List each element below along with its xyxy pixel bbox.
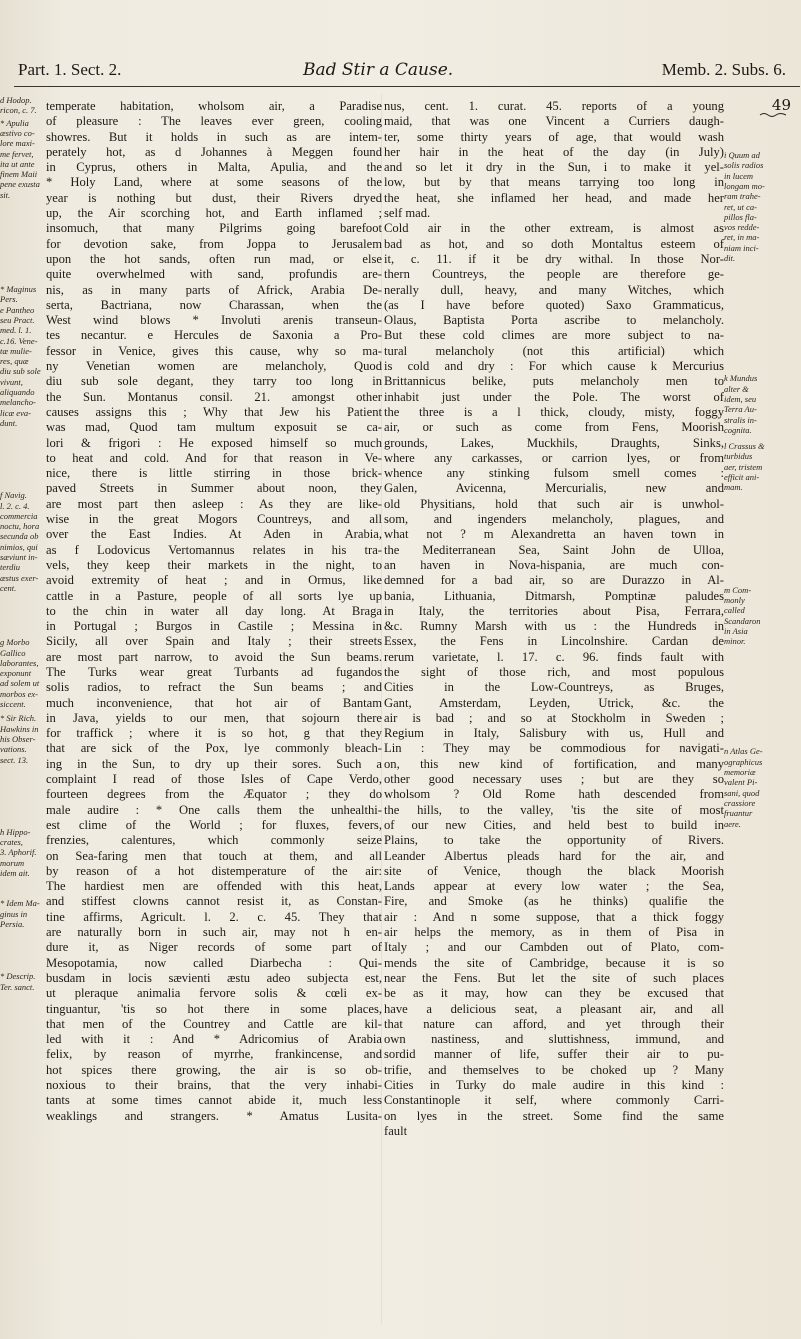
part-section-label: Part. 1. Sect. 2. — [18, 60, 122, 79]
margin-note-line: ita ut ante — [0, 158, 35, 169]
text-line: fault — [384, 1123, 408, 1138]
text-line: Galen, Avicenna, Mercurialis, new and — [384, 481, 724, 496]
margin-note-line: minor. — [724, 636, 746, 647]
text-line: the sight of those rich, and most populous — [384, 664, 724, 679]
text-line: * Holy Land, where at some seasons of the — [46, 175, 382, 190]
text-line: in Italy, the territories about Pisa, Ferrara, — [384, 603, 724, 618]
right-text-column — [384, 99, 724, 1139]
margin-note-line: l Crassus & — [724, 441, 765, 452]
text-line: solis radios, to refract the Sun beams ; and — [46, 680, 382, 695]
text-line: male audire : * One calls them the unhealthi- — [46, 802, 382, 817]
text-line: cattle in a Pasture, people of all sorts lye up — [46, 588, 382, 603]
text-line: est clime of the World ; for fluxes, fevers, — [46, 817, 382, 832]
margin-note-line: secunda ob — [0, 531, 39, 542]
margin-note-line: Ter. sanct. — [0, 981, 35, 992]
text-line: whence any stinking fulsom smell comes : — [384, 466, 724, 481]
text-line: be as it may, how can they be excused that — [384, 986, 724, 1001]
margin-note-line: alter & — [724, 383, 749, 394]
text-line: that nature can afford, and yet through their — [384, 1016, 724, 1031]
text-line: ut pleraque animalia fervore solis & cœli ex- — [46, 986, 382, 1001]
text-line: showres. But it holds in such as are intem- — [46, 129, 382, 144]
margin-note-line: ret, in ma- — [724, 232, 760, 243]
margin-note-line: e Pantheo — [0, 304, 35, 315]
text-line: Fire, and Smoke (as he thinks) qualifie the — [384, 894, 724, 909]
margin-note-line: morum — [0, 857, 25, 868]
margin-note-line: Terra Au- — [724, 404, 757, 415]
text-line: nerally dull, heavy, and many Witches, which — [384, 282, 724, 297]
margin-note-line: 3. Aphorif. — [0, 847, 37, 858]
text-line: complaint I read of those Isles of Cape Verdo, — [46, 772, 382, 787]
text-line: paved Streets in Summer about noon, they — [46, 481, 382, 496]
running-header — [18, 60, 798, 86]
margin-note-line: ographicus — [724, 756, 763, 767]
text-line: what not ? m Alexandretta an haven town in — [384, 527, 724, 542]
text-line: Leander Albertus pleads hard for the air, and — [384, 848, 724, 863]
margin-note-line: aere. — [724, 818, 741, 829]
margin-note-line: vivunt, — [0, 376, 23, 387]
margin-note-line: n Atlas Ge- — [724, 746, 763, 757]
margin-note-line: sæviunt in- — [0, 552, 38, 562]
margin-note-line: turbidus — [724, 451, 753, 462]
text-line: was mad, Quod tam multum exposuit se ca- — [46, 420, 382, 435]
margin-note-line: called — [724, 605, 745, 616]
text-line: Lands appear at every low water ; the Sea, — [384, 879, 724, 894]
text-line: of pleasure : The leaves ever green, cooling — [46, 114, 382, 129]
text-line: is cold and dry : For which cause k Mercurius — [384, 359, 724, 374]
text-line: that men of the Countrey and Cattle are kil- — [46, 1016, 382, 1031]
text-line: to heat and cold. And for that reason in Ve- — [46, 450, 382, 465]
margin-note-line: sani, quod — [724, 787, 760, 798]
margin-note-line: crates, — [0, 837, 23, 848]
text-line: for devotion sake, from Joppa to Jerusalem — [46, 236, 382, 251]
text-line: The hardiest men are offended with this heat, — [46, 879, 382, 894]
margin-note-line: d Hodop. — [0, 95, 32, 105]
margin-note-line: idem, seu — [724, 393, 757, 404]
text-line: fessor in Venice, gives this cause, why so ma- — [46, 343, 382, 358]
text-line: the Mediterranean Sea, Saint John de Ulloa, — [384, 542, 724, 557]
margin-note-line: morbos ex- — [0, 688, 39, 699]
margin-note-line: Scandaron — [724, 615, 761, 626]
text-line: Cities in the Low-Countreys, as Bruges, — [384, 680, 724, 695]
text-line: where any carkasses, or carrion lyes, or from — [384, 450, 724, 465]
text-line: it, c. 11. if it be dry withal. In those Nor- — [384, 251, 724, 266]
text-line: inhabit just under the Pole. The worst of — [384, 389, 724, 404]
header-rule — [14, 86, 800, 87]
margin-note-line: longam mo- — [724, 180, 765, 191]
text-line: are most part narrow, to avoid the Sun beams. — [46, 649, 382, 664]
text-line: on lyes in the street. Some find the same — [384, 1108, 724, 1123]
text-line: in Portugal ; Burgos in Castile ; Messina in — [46, 619, 382, 634]
text-line: wise in the great Mogors Countreys, and all — [46, 512, 382, 527]
text-line: Olaus, Baptista Porta ascribe to melancholy. — [384, 313, 724, 328]
text-line: site of Venice, though the black Moorish — [384, 863, 724, 878]
margin-note-line: memoriæ — [724, 767, 756, 777]
text-line: much inconvenience, that hot air of Bantam — [46, 695, 382, 710]
margin-note-line: monly — [724, 594, 745, 605]
text-line: ny Venetian women are melancholy, Quod — [46, 359, 382, 374]
margin-note-line: dunt. — [0, 417, 18, 428]
text-line: Regium in Italy, Salisbury with us, Hull and — [384, 726, 724, 741]
text-line: in Java, yields to our men, that sojourn there — [46, 710, 382, 725]
text-line: tine affirms, Agricult. l. 2. c. 45. They that — [46, 909, 382, 924]
margin-note-line: f Navig. — [0, 490, 27, 501]
text-line: tes necantur. e Hercules de Saxonia a Pro- — [46, 328, 382, 343]
margin-note-line: solis radios — [724, 160, 764, 171]
text-line: the Sun. Montanus consil. 21. amongst other — [46, 389, 382, 404]
text-line: air helps the memory, as in them of Pisa in — [384, 925, 724, 940]
text-line: the hills, to the valley, 'tis the site of most — [384, 802, 724, 817]
text-line: (as I have before quoted) Saxo Grammaticus, — [384, 297, 724, 312]
margin-note-line: cent. — [0, 582, 17, 593]
margin-note-line: fruantur — [724, 808, 753, 819]
running-title: Bad Stir a Cause. — [303, 60, 454, 80]
text-line: have a delicious seat, a pleasant air, and all — [384, 1001, 724, 1016]
text-line: bania, Lithuania, Ditmarsh, Pomptinæ paludes — [384, 588, 724, 603]
text-line: avoid extremity of heat ; and in Ormus, like — [46, 573, 382, 588]
member-subsection-label: Memb. 2. Subs. 6. — [661, 60, 786, 79]
text-line: year is nothing but dust, their Rivers dryed — [46, 190, 382, 205]
text-line: Constantinople it self, where commonly Carri- — [384, 1093, 724, 1108]
text-line: self mad. — [384, 206, 431, 221]
text-line: to the chin in water all day long. At Braga — [46, 603, 382, 618]
text-line: for traffick ; where it is so hot, g that they — [46, 726, 382, 741]
text-line: Plains, to take the opportunity of Rivers. — [384, 833, 724, 848]
margin-note-line: tæ mulie- — [0, 345, 32, 356]
margin-note-line: crassiore — [724, 797, 756, 808]
text-line: rerum varietate, l. 17. c. 96. finds fault with — [384, 649, 724, 664]
margin-note-line: ginus in — [0, 908, 28, 919]
margin-note-line: vations. — [0, 744, 27, 755]
margin-note-line: in lucem — [724, 170, 754, 181]
text-line: an haven in Nova-hispania, are much con- — [384, 557, 724, 572]
text-line: ing in the Sun, to dry up their sores. Such a — [46, 756, 382, 771]
margin-note-line: g Morbo — [0, 637, 30, 648]
margin-note-line: idem ait. — [0, 868, 30, 878]
margin-note-line: dit. — [724, 253, 736, 263]
margin-note-line: pene exusta — [0, 179, 40, 190]
margin-note-line: efficit ani- — [724, 472, 760, 482]
left-text-column — [46, 99, 382, 1124]
margin-note-line: ram trahe- — [724, 191, 761, 202]
margin-note-line: Gallico — [0, 647, 26, 658]
text-line: ter, some thirty years of age, that would wash — [384, 129, 724, 144]
margin-note-line: ret, ut ca- — [724, 201, 757, 212]
margin-note-line: Persia. — [0, 918, 25, 929]
text-line: that are sick of the Pox, lye commonly bleach- — [46, 741, 382, 756]
text-line: tural melancholy (not this artificial) which — [384, 343, 724, 358]
text-line: Brittannicus belike, puts melancholy men to — [384, 374, 724, 389]
margin-note-line: laborantes, — [0, 657, 39, 668]
margin-note-line: siccent. — [0, 699, 26, 709]
text-line: and stiffest clowns cannot resist it, as Constan- — [46, 894, 382, 909]
margin-note-line: m Com- — [724, 584, 752, 595]
text-line: thern Countreys, the people are therefore ge- — [384, 267, 724, 282]
text-line: of our new Cities, and held best to build in — [384, 817, 724, 832]
margin-note-line: l. 2. c. 4. — [0, 500, 30, 511]
margin-note-line: c.16. Vene- — [0, 335, 38, 346]
text-line: as f Lodovicus Vertomannus relates in his tra- — [46, 542, 382, 557]
text-line: dure it, as Niger records of some part of — [46, 940, 382, 955]
text-line: perately hot, as d Johannes à Meggen found — [46, 144, 382, 159]
margin-note-line: k Mundus — [724, 373, 758, 384]
text-line: over the East Indies. At Aden in Arabia, — [46, 527, 382, 542]
text-line: temperate habitation, wholsom air, a Paradise — [46, 99, 382, 113]
margin-note-line: Hawkins in — [0, 723, 39, 734]
margin-note-line: me fervet, — [0, 148, 34, 159]
margin-note-line: aliquando — [0, 387, 35, 397]
page-number: 49 — [771, 96, 791, 114]
margin-note-line: i Quum ad — [724, 150, 760, 160]
margin-note-line: his Obser- — [0, 733, 36, 744]
text-line: in Cyprus, others in Malta, Apulia, and the — [46, 160, 382, 175]
text-line: the three is a l thick, cloudy, misty, foggy — [384, 404, 724, 419]
margin-note-line: * Maginus — [0, 284, 37, 294]
text-line: and so let it dry in the Sun, i to make it yel- — [384, 160, 724, 175]
text-line: sordid manner of life, suffer their air to pu- — [384, 1047, 724, 1062]
text-line: West wind blows * Involuti arenis transeun- — [46, 313, 382, 328]
margin-note-line: sit. — [0, 189, 11, 200]
margin-note-line: res, quæ — [0, 356, 29, 367]
text-line: noxious to their brains, that the very inhabi- — [46, 1078, 382, 1092]
text-line: by reason of a hot distemperature of the air: — [46, 863, 382, 878]
margin-note-line: sect. 13. — [0, 754, 29, 765]
text-line: bad as hot, and so doth Montaltus esteem of — [384, 236, 724, 251]
margin-note-line: * Sir Rich. — [0, 713, 37, 724]
margin-note-line: aer, tristem — [724, 461, 763, 472]
text-line: demned for a bad air, so are Durazzo in Al- — [384, 573, 724, 588]
text-line: vels, they keep their markets in the night, to — [46, 557, 382, 572]
text-line: her hair in the heat of the day (in July) — [384, 144, 724, 159]
text-line: causes assigns this ; Why that Jew his Patient — [46, 404, 382, 419]
text-line: But these cold climes are more subject to na- — [384, 328, 724, 343]
text-line: wholsom ? Old Rome hath descended from — [384, 787, 724, 802]
text-line: air, or such as come from Fens, Moorish — [384, 420, 724, 435]
text-line: maid, that was one Vincent a Curriers daugh- — [384, 114, 724, 129]
margin-note-line: valent Pi- — [724, 777, 758, 788]
text-line: low, but by that means tarrying too long in — [384, 175, 724, 190]
text-line: up, the Air scorching hot, and Earth inflamed ; — [46, 206, 382, 221]
margin-note-line: seu Pract. — [0, 314, 35, 325]
margin-note-line: stralis in- — [724, 414, 757, 425]
margin-note-line: Pers. — [0, 294, 18, 305]
text-line: hot spices there growing, the air is so ob- — [46, 1062, 382, 1077]
text-line: are naturally born in such air, may not h en- — [46, 925, 382, 940]
text-line: Cities in Turky do male audire in this kind : — [384, 1078, 724, 1092]
margin-note-line: finem Maii — [0, 169, 38, 180]
text-line: nice, there is little stirring in those brick- — [46, 466, 382, 481]
ornament-icon — [759, 113, 787, 117]
margin-note-line: in Asia — [724, 625, 748, 636]
text-line: Cold air in the other extream, is almost as — [384, 221, 724, 236]
text-line: tants at some times cannot abide it, much less — [46, 1093, 382, 1108]
text-line: weaklings and strangers. * Amatus Lusita- — [46, 1108, 382, 1123]
text-line: Mesopotamia, now called Diarbecha : Qui- — [46, 955, 382, 970]
text-line: old Physitians, hold that such air is unwhol- — [384, 496, 724, 511]
margin-note-line: pillos fla- — [724, 211, 757, 222]
margin-note-line: exponunt — [0, 668, 32, 679]
margin-note-line: med. l. 1. — [0, 325, 32, 336]
text-line: quite overwhelmed with sand, profundis are- — [46, 267, 382, 282]
margin-note-line: nimios, qui — [0, 541, 38, 552]
text-line: grounds, Lakes, Muckhils, Draughts, Sinks, — [384, 435, 724, 450]
margin-note-line: diu sub sole — [0, 366, 41, 377]
margin-note-line: ricon, c. 7. — [0, 105, 37, 116]
text-line: diu sub sole degant, they tarry too long in — [46, 374, 382, 389]
margin-note-line: h Hippo- — [0, 826, 31, 837]
text-line: upon the hot sands, often run mad, or else — [46, 251, 382, 266]
text-line: Essex, the Fens in Lincolnshire. Cardan de — [384, 634, 724, 649]
text-line: other good necessary uses ; but are they so — [384, 772, 724, 787]
text-line: Sicily, all over Spain and Italy ; their streets — [46, 634, 382, 649]
text-line: are most part then asleep : As they are like- — [46, 496, 382, 511]
text-line: on Sea-faring men that touch at them, and all — [46, 848, 382, 863]
margin-note-line: melancho- — [0, 397, 36, 408]
text-line: som, and ingenders melancholy, plagues, and — [384, 512, 724, 527]
text-line: own nastiness, and sluttishness, immund, and — [384, 1032, 724, 1047]
text-line: led with it : And * Adricomius of Arabia — [46, 1032, 382, 1047]
margin-note-line: * Idem Ma- — [0, 898, 40, 909]
margin-note-line: æstus exer- — [0, 572, 39, 583]
text-line: nus, cent. 1. curat. 45. reports of a young — [384, 99, 724, 113]
text-line: fourteen degrees from the Æquator ; they do — [46, 787, 382, 802]
text-line: busdam in locis sævienti æstu adeo subjecta est, — [46, 970, 382, 985]
margin-note-line: * Apulia — [0, 117, 29, 128]
text-line: air is bad ; and so at Stockholm in Sweden ; — [384, 710, 724, 725]
text-line: mends the site of Cambridge, because it is so — [384, 955, 724, 970]
margin-note-line: commercia — [0, 510, 38, 521]
text-line: nis, as in many parts of Africk, Arabia De- — [46, 282, 382, 297]
text-line: The Turks wear great Turbants ad fugandos — [46, 664, 382, 679]
margin-note-line: cognita. — [724, 424, 752, 435]
text-line: the heat, she inflamed her head, and made her — [384, 190, 724, 205]
text-line: tinguantur, 'tis so hot there in some places, — [46, 1001, 382, 1016]
margin-note-line: vos redde- — [724, 222, 760, 233]
text-line: trifie, and themselves to be choked up ? Many — [384, 1062, 724, 1077]
margin-note-line: lore maxi- — [0, 138, 35, 149]
margin-note-line: ad solem ut — [0, 678, 40, 689]
text-line: near the Fens. But let the site of such places — [384, 970, 724, 985]
text-line: Italy ; and our Cambden out of Plato, com- — [384, 940, 724, 955]
text-line: on, this new kind of fortification, and many — [384, 756, 724, 771]
margin-note-line: * Descrip. — [0, 971, 36, 982]
text-line: &c. Rumny Marsh with us : the Hundreds in — [384, 619, 724, 634]
margin-note-line: licæ eva- — [0, 407, 31, 418]
margin-note-line: noctu, hora — [0, 521, 40, 532]
text-line: Gant, Amsterdam, Leyden, Utrick, &c. the — [384, 695, 724, 710]
margin-note-line: terdiu — [0, 562, 20, 573]
text-line: frenzies, calentures, which commonly seize — [46, 833, 382, 848]
text-line: felix, by reason of myrrhe, frankincense, and — [46, 1047, 382, 1062]
margin-note-line: æstivo co- — [0, 127, 35, 138]
margin-note-line: niam inci- — [724, 242, 759, 253]
text-line: insomuch, that many Pilgrims going barefoot — [46, 221, 382, 236]
margin-note-line: mam. — [724, 482, 743, 493]
text-line: air : And n some suppose, that a thick foggy — [384, 909, 724, 924]
text-line: serta, Bactriana, now Charassan, when the — [46, 297, 382, 312]
text-line: Lin : They may be commodious for navigati- — [384, 741, 724, 756]
text-line: lori & frigori : He exposed himself so much — [46, 435, 382, 450]
